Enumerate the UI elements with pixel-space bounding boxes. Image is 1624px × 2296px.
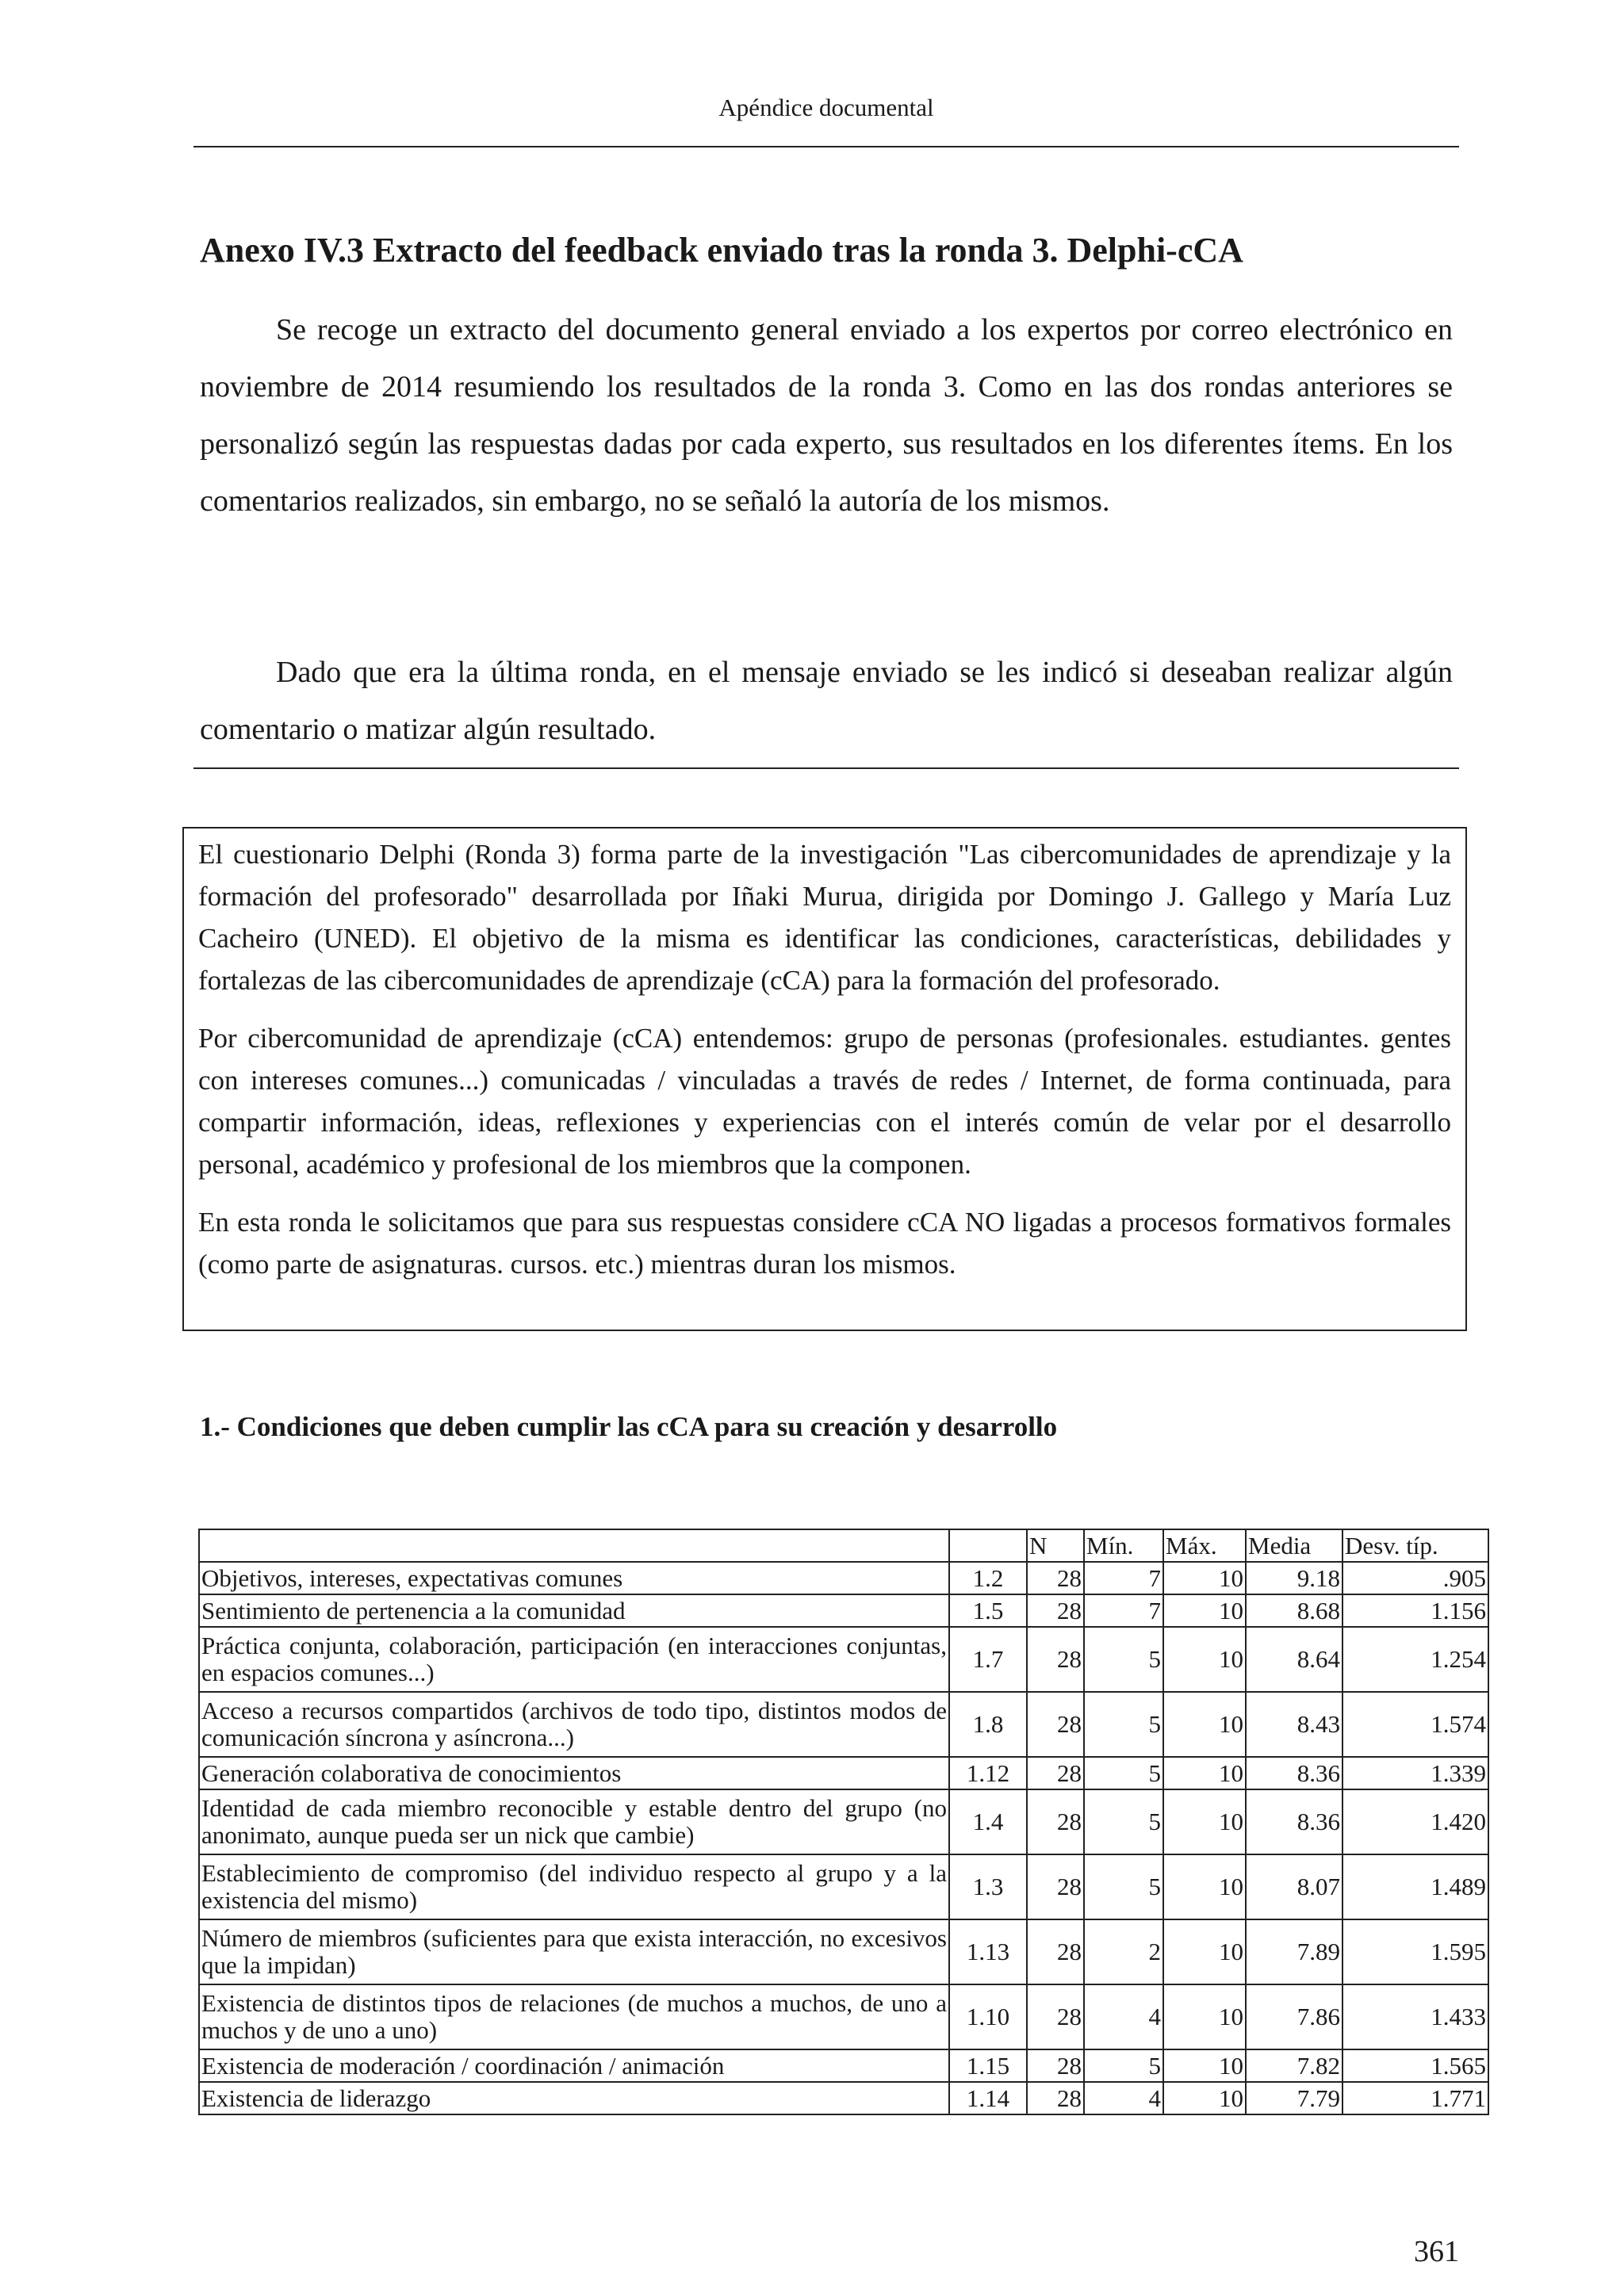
- table-cell: 28: [1027, 1919, 1084, 1984]
- table-row: [199, 1627, 1488, 1692]
- table-cell: 5: [1084, 1757, 1163, 1789]
- table-cell: 5: [1084, 2049, 1163, 2082]
- table-cell: 8.07: [1246, 1854, 1342, 1919]
- table-item-label: Acceso a recursos compartidos (archivos de todo tipo, distintos modos de comunicación síncrona y asíncrona...): [199, 1692, 949, 1757]
- questionnaire-box: [182, 827, 1467, 1331]
- table-header-row: [199, 1529, 1488, 1562]
- table-item-label: Generación colaborativa de conocimientos: [199, 1757, 949, 1789]
- table-row: [199, 2049, 1488, 2082]
- table-cell: 1.565: [1342, 2049, 1488, 2082]
- table-cell: 1.5: [949, 1594, 1027, 1627]
- table-item-label: Existencia de distintos tipos de relaciones (de muchos a muchos, de uno a muchos y de uno a uno): [199, 1984, 949, 2049]
- table-cell: 1.771: [1342, 2082, 1488, 2114]
- table-row: [199, 1594, 1488, 1627]
- table-cell: 5: [1084, 1692, 1163, 1757]
- table-cell: 5: [1084, 1627, 1163, 1692]
- running-header: Apéndice documental: [718, 94, 934, 121]
- table-cell: 1.254: [1342, 1627, 1488, 1692]
- intro-paragraph-1: Se recoge un extracto del documento general enviado a los expertos por correo electrónico en noviembre de 2014 resumiendo los resultados de la ronda 3. Como en las dos rondas anteriores se personalizó según las respuestas dadas por cada experto, sus resultados en los diferentes ítems. En los comentarios realizados, sin embargo, no se señaló la autoría de los mismos.: [200, 313, 1453, 518]
- table-cell: 1.420: [1342, 1789, 1488, 1854]
- table-cell: 28: [1027, 1984, 1084, 2049]
- box-paragraph-2: Por cibercomunidad de aprendizaje (cCA) entendemos: grupo de personas (profesionales. estudiantes. gentes con intereses comunes...) comunicadas / vinculadas a través de redes / Internet, de forma continuada, para compartir información, ideas, reflexiones y experiencias con el interés común de velar por el desarrollo personal, académico y profesional de los miembros que la componen.: [198, 1023, 1451, 1180]
- table-cell: 1.8: [949, 1692, 1027, 1757]
- table-cell: 7: [1084, 1594, 1163, 1627]
- table-cell: 10: [1163, 1854, 1246, 1919]
- table-cell: 10: [1163, 1984, 1246, 2049]
- intro-paragraph-2: Dado que era la última ronda, en el mensaje enviado se les indicó si deseaban realizar algún comentario o matizar algún resultado.: [200, 656, 1453, 746]
- table-row: [199, 1757, 1488, 1789]
- table-cell: 1.4: [949, 1789, 1027, 1854]
- table-header-cell: [199, 1529, 949, 1562]
- table-item-label: Objetivos, intereses, expectativas comunes: [199, 1562, 949, 1594]
- table-cell: 8.43: [1246, 1692, 1342, 1757]
- table-cell: 28: [1027, 1757, 1084, 1789]
- table-cell: 10: [1163, 1789, 1246, 1854]
- table-cell: 1.339: [1342, 1757, 1488, 1789]
- table-cell: 28: [1027, 1789, 1084, 1854]
- table-item-label: Sentimiento de pertenencia a la comunidad: [199, 1594, 949, 1627]
- table-row: [199, 1919, 1488, 1984]
- table-item-label: Número de miembros (suficientes para que exista interacción, no excesivos que la impidan): [199, 1919, 949, 1984]
- table-cell: 8.68: [1246, 1594, 1342, 1627]
- table-cell: 7.86: [1246, 1984, 1342, 2049]
- table-cell: 9.18: [1246, 1562, 1342, 1594]
- table-cell: 10: [1163, 1757, 1246, 1789]
- table-header-cell: Máx.: [1163, 1529, 1246, 1562]
- table-cell: 10: [1163, 1627, 1246, 1692]
- table-cell: 28: [1027, 1562, 1084, 1594]
- table-cell: 7.79: [1246, 2082, 1342, 2114]
- section-rule: [193, 767, 1459, 769]
- table-cell: 1.3: [949, 1854, 1027, 1919]
- box-paragraph-1: El cuestionario Delphi (Ronda 3) forma parte de la investigación "Las cibercomunidades de aprendizaje y la formación del profesorado" desarrollada por Iñaki Murua, dirigida por Domingo J. Gallego y María Luz Cacheiro (UNED). El objetivo de la misma es identificar las condiciones, características, debilidades y fortalezas de las cibercomunidades de aprendizaje (cCA) para la formación del profesorado.: [198, 839, 1451, 996]
- table-cell: 28: [1027, 2082, 1084, 2114]
- table-cell: 1.10: [949, 1984, 1027, 2049]
- header-rule: [193, 146, 1459, 147]
- table-cell: 1.574: [1342, 1692, 1488, 1757]
- table-cell: 5: [1084, 1854, 1163, 1919]
- table-cell: 1.7: [949, 1627, 1027, 1692]
- table-row: [199, 1562, 1488, 1594]
- table-cell: 2: [1084, 1919, 1163, 1984]
- table-cell: .905: [1342, 1562, 1488, 1594]
- table-cell: 10: [1163, 1692, 1246, 1757]
- table-cell: 1.15: [949, 2049, 1027, 2082]
- table-cell: 8.36: [1246, 1789, 1342, 1854]
- table-cell: 28: [1027, 1854, 1084, 1919]
- annex-title: Anexo IV.3 Extracto del feedback enviado tras la ronda 3. Delphi-cCA: [200, 231, 1243, 270]
- table-cell: 8.36: [1246, 1757, 1342, 1789]
- table-row: [199, 2082, 1488, 2114]
- table-cell: 1.156: [1342, 1594, 1488, 1627]
- table-cell: 8.64: [1246, 1627, 1342, 1692]
- table-cell: 1.13: [949, 1919, 1027, 1984]
- table-header-cell: Mín.: [1084, 1529, 1163, 1562]
- table-row: [199, 1854, 1488, 1919]
- table-cell: 28: [1027, 1627, 1084, 1692]
- table-cell: 10: [1163, 1594, 1246, 1627]
- table-cell: 28: [1027, 2049, 1084, 2082]
- table-cell: 1.2: [949, 1562, 1027, 1594]
- table-cell: 4: [1084, 2082, 1163, 2114]
- table-cell: 10: [1163, 1919, 1246, 1984]
- table-item-label: Existencia de moderación / coordinación / animación: [199, 2049, 949, 2082]
- table-item-label: Establecimiento de compromiso (del individuo respecto al grupo y a la existencia del mismo): [199, 1854, 949, 1919]
- table-row: [199, 1984, 1488, 2049]
- table-item-label: Práctica conjunta, colaboración, participación (en interacciones conjuntas, en espacios comunes...): [199, 1627, 949, 1692]
- table-cell: 7.82: [1246, 2049, 1342, 2082]
- table-cell: 7: [1084, 1562, 1163, 1594]
- table-cell: 28: [1027, 1692, 1084, 1757]
- table-header-cell: Media: [1246, 1529, 1342, 1562]
- table-cell: 1.489: [1342, 1854, 1488, 1919]
- table-cell: 1.14: [949, 2082, 1027, 2114]
- table-header-cell: [949, 1529, 1027, 1562]
- section-title: 1.- Condiciones que deben cumplir las cCA para su creación y desarrollo: [200, 1411, 1058, 1442]
- table-row: [199, 1789, 1488, 1854]
- table-item-label: Identidad de cada miembro reconocible y estable dentro del grupo (no anonimato, aunque pueda ser un nick que cambie): [199, 1789, 949, 1854]
- table-cell: 4: [1084, 1984, 1163, 2049]
- table-cell: 5: [1084, 1789, 1163, 1854]
- table-cell: 1.433: [1342, 1984, 1488, 2049]
- page-number: 361: [1414, 2235, 1459, 2268]
- table-header-cell: Desv. típ.: [1342, 1529, 1488, 1562]
- table-cell: 10: [1163, 1562, 1246, 1594]
- table-item-label: Existencia de liderazgo: [199, 2082, 949, 2114]
- table-cell: 10: [1163, 2082, 1246, 2114]
- table-cell: 1.12: [949, 1757, 1027, 1789]
- table-cell: 28: [1027, 1594, 1084, 1627]
- box-paragraph-3: En esta ronda le solicitamos que para sus respuestas considere cCA NO ligadas a procesos formativos formales (como parte de asignaturas. cursos. etc.) mientras duran los mismos.: [198, 1207, 1451, 1280]
- table-cell: 7.89: [1246, 1919, 1342, 1984]
- table-cell: 1.595: [1342, 1919, 1488, 1984]
- results-table: [198, 1529, 1489, 2115]
- table-row: [199, 1692, 1488, 1757]
- table-cell: 10: [1163, 2049, 1246, 2082]
- table-header-cell: N: [1027, 1529, 1084, 1562]
